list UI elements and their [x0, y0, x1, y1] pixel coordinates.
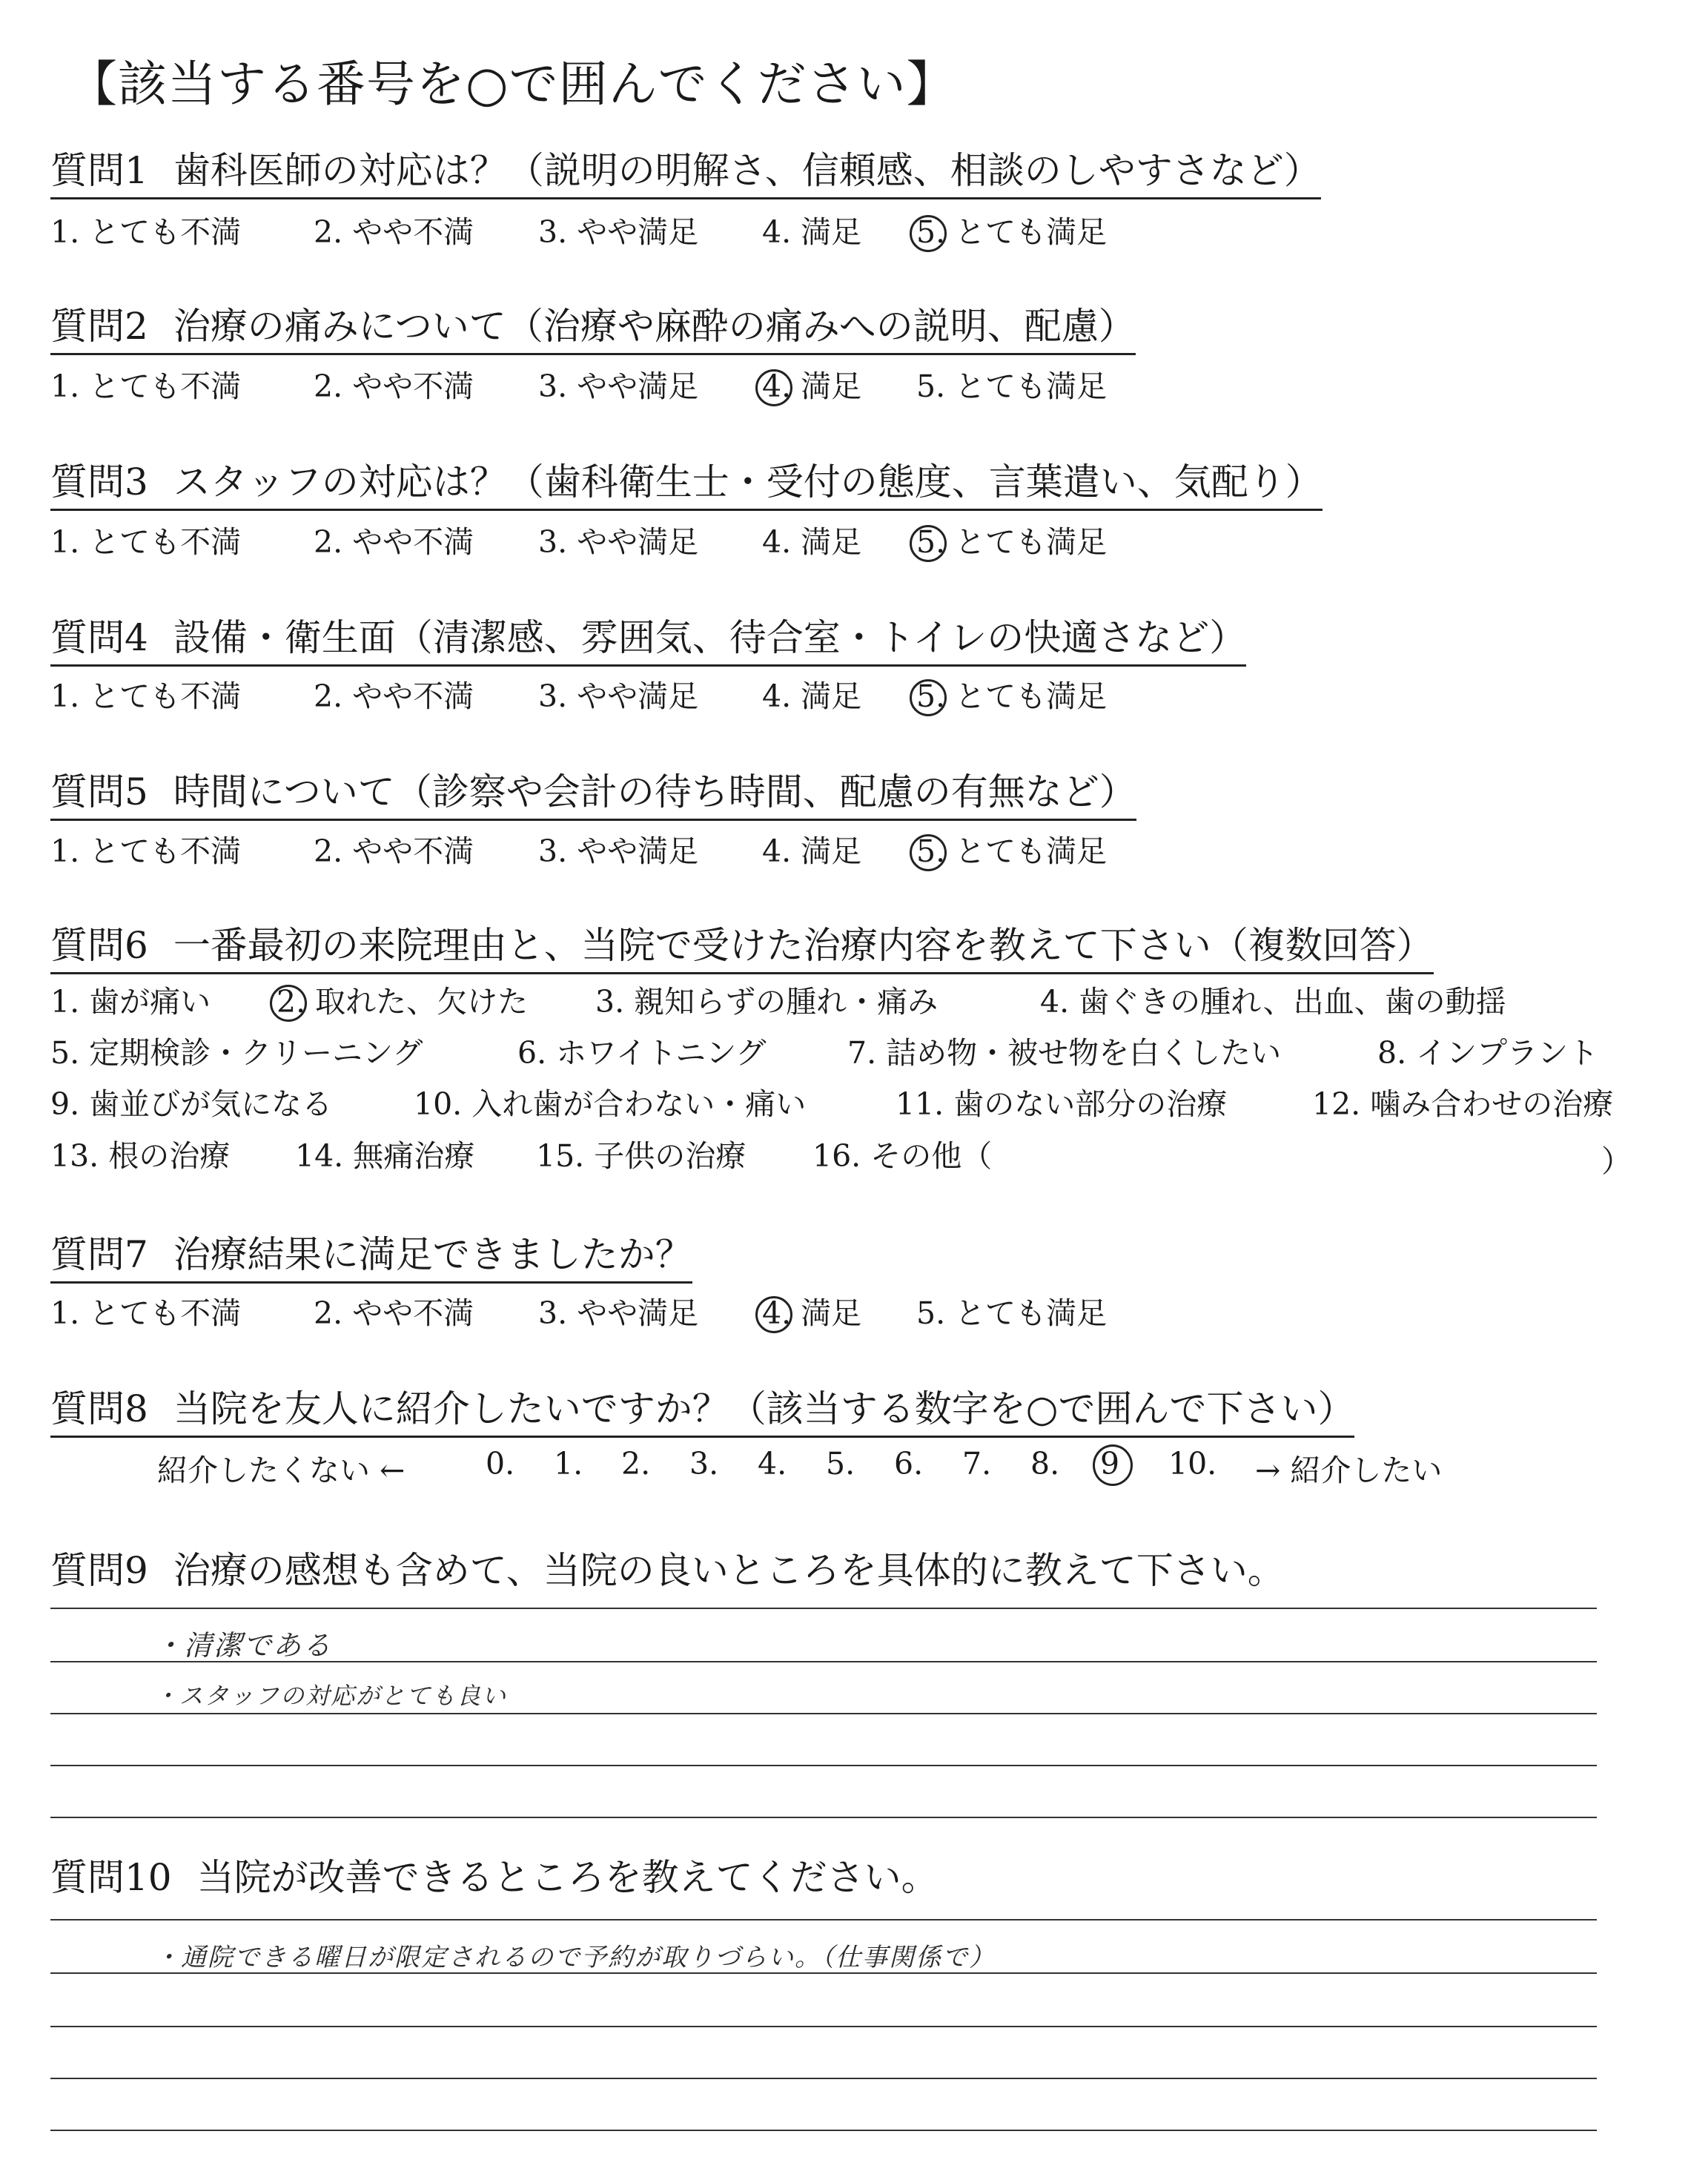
q9-answer-line-4: [50, 1765, 1597, 1766]
question-3-number: 質問3: [50, 460, 148, 503]
q8-scale-6[interactable]: 6.: [894, 1446, 924, 1482]
q8-scale-8[interactable]: 8.: [1030, 1446, 1060, 1482]
q7-option-1[interactable]: 1. とても不満: [50, 1295, 242, 1331]
question-1-title: [50, 148, 1321, 199]
question-4-title: [50, 615, 1246, 667]
q3-option-4[interactable]: 4. 満足: [762, 524, 862, 560]
q7-option-4[interactable]: 4. 満足: [762, 1295, 862, 1331]
question-10-number: 質問10: [50, 1856, 172, 1899]
question-9-number: 質問9: [50, 1549, 148, 1592]
question-7-text: 治療結果に満足できましたか？: [173, 1233, 692, 1276]
q1-option-2[interactable]: 2. やや不満: [314, 214, 474, 250]
q10-answer-line-1: [50, 1919, 1597, 1920]
q9-answer-line-3: [50, 1713, 1597, 1714]
q9-answer-line-5: [50, 1817, 1597, 1818]
question-8-text: 当院を友人に紹介したいですか？（該当する数字を○で囲んで下さい）: [173, 1387, 1355, 1430]
q6-option-7[interactable]: 7. 詰め物・被せ物を白くしたい: [847, 1035, 1282, 1071]
question-8-scale: [0, 1446, 1708, 1490]
q8-scale-7[interactable]: 7.: [962, 1446, 992, 1482]
q10-handwritten-answer-1: ・通院できる曜日が限定されるので予約が取りづらい。（仕事関係で）: [154, 1943, 996, 1972]
q10-answer-line-4: [50, 2078, 1597, 2079]
q4-option-2[interactable]: 2. やや不満: [314, 678, 474, 714]
question-5-title: [50, 770, 1136, 821]
question-5-number: 質問5: [50, 770, 148, 813]
q9-handwritten-answer-1: ・清潔である: [154, 1629, 333, 1662]
question-3-title: [50, 460, 1323, 511]
q7-option-3[interactable]: 3. やや満足: [538, 1295, 699, 1331]
q1-option-5[interactable]: 5. とても満足: [916, 214, 1108, 250]
question-8-title: [50, 1387, 1354, 1438]
q6-option-15[interactable]: 15. 子供の治療: [536, 1138, 747, 1174]
question-6-number: 質問6: [50, 924, 148, 967]
q6-option-10[interactable]: 10. 入れ歯が合わない・痛い: [414, 1086, 807, 1122]
q2-option-5[interactable]: 5. とても満足: [916, 369, 1108, 404]
question-7-title: [50, 1232, 692, 1284]
q6-option-3[interactable]: 3. 親知らずの腫れ・痛み: [595, 984, 939, 1020]
question-2-title: [50, 304, 1136, 355]
q4-option-3[interactable]: 3. やや満足: [538, 678, 699, 714]
q10-answer-line-5: [50, 2130, 1597, 2131]
question-6-text: 一番最初の来院理由と、当院で受けた治療内容を教えて下さい（複数回答）: [173, 924, 1434, 967]
q3-option-1[interactable]: 1. とても不満: [50, 524, 242, 560]
q6-option-6[interactable]: 6. ホワイトニング: [517, 1035, 767, 1071]
q1-option-1[interactable]: 1. とても不満: [50, 214, 242, 250]
q6-option-9[interactable]: 9. 歯並びが気になる: [50, 1086, 333, 1122]
q2-option-1[interactable]: 1. とても不満: [50, 369, 242, 404]
q8-left-label: 紹介したくない ←: [157, 1453, 406, 1488]
q6-option-1[interactable]: 1. 歯が痛い: [50, 984, 211, 1020]
q6-option-11[interactable]: 11. 歯のない部分の治療: [896, 1086, 1228, 1122]
q6-other-paren-close: ）: [1601, 1143, 1632, 1179]
question-9-title: [50, 1548, 1285, 1597]
q1-option-3[interactable]: 3. やや満足: [538, 214, 699, 250]
q7-option-5[interactable]: 5. とても満足: [916, 1295, 1108, 1331]
q3-option-3[interactable]: 3. やや満足: [538, 524, 699, 560]
q8-scale-9[interactable]: 9: [1100, 1446, 1120, 1482]
q8-scale-2[interactable]: 2.: [621, 1446, 651, 1482]
q2-option-2[interactable]: 2. やや不満: [314, 369, 474, 404]
q3-option-2[interactable]: 2. やや不満: [314, 524, 474, 560]
q9-handwritten-answer-2: ・スタッフの対応がとても良い: [154, 1682, 508, 1710]
q5-option-3[interactable]: 3. やや満足: [538, 833, 699, 869]
question-4-text: 設備・衛生面（清潔感、雰囲気、待合室・トイレの快適さなど）: [173, 616, 1247, 659]
q3-option-5[interactable]: 5. とても満足: [916, 524, 1108, 560]
question-7-number: 質問7: [50, 1233, 148, 1276]
q8-scale-10[interactable]: 10.: [1168, 1446, 1217, 1482]
question-10-text: 当院が改善できるところを教えてください。: [196, 1856, 939, 1899]
q4-option-4[interactable]: 4. 満足: [762, 678, 862, 714]
q9-answer-line-1: [50, 1608, 1597, 1609]
q8-scale-1[interactable]: 1.: [554, 1446, 583, 1482]
q10-answer-line-3: [50, 2026, 1597, 2027]
question-3-text: スタッフの対応は？（歯科衛生士・受付の態度、言葉遣い、気配り）: [173, 460, 1323, 503]
page-heading: 【該当する番号を○で囲んでください】: [68, 56, 956, 113]
q6-option-8[interactable]: 8. インプラント: [1377, 1035, 1599, 1071]
q2-option-3[interactable]: 3. やや満足: [538, 369, 699, 404]
question-2-number: 質問2: [50, 305, 148, 348]
question-2-text: 治療の痛みについて（治療や麻酔の痛みへの説明、配慮）: [173, 305, 1136, 348]
q2-option-4[interactable]: 4. 満足: [762, 369, 862, 404]
q5-option-2[interactable]: 2. やや不満: [314, 833, 474, 869]
q5-option-5[interactable]: 5. とても満足: [916, 833, 1108, 869]
question-5-text: 時間について（診察や会計の待ち時間、配慮の有無など）: [173, 770, 1136, 813]
question-10-title: [50, 1855, 939, 1904]
question-6-title: [50, 923, 1434, 974]
q6-option-4[interactable]: 4. 歯ぐきの腫れ、出血、歯の動揺: [1040, 984, 1506, 1020]
q4-option-5[interactable]: 5. とても満足: [916, 678, 1108, 714]
q5-option-4[interactable]: 4. 満足: [762, 833, 862, 869]
q7-option-2[interactable]: 2. やや不満: [314, 1295, 474, 1331]
q6-option-12[interactable]: 12. 噛み合わせの治療: [1312, 1086, 1614, 1122]
q6-option-16[interactable]: 16. その他（: [812, 1138, 993, 1174]
q8-scale-4[interactable]: 4.: [758, 1446, 787, 1482]
q6-option-2[interactable]: 2. 取れた、欠けた: [277, 984, 529, 1020]
question-9-text: 治療の感想も含めて、当院の良いところを具体的に教えて下さい。: [173, 1549, 1285, 1592]
q6-option-5[interactable]: 5. 定期検診・クリーニング: [50, 1035, 423, 1071]
question-8-number: 質問8: [50, 1387, 148, 1430]
q8-right-label: → 紹介したい: [1255, 1453, 1443, 1488]
q4-option-1[interactable]: 1. とても不満: [50, 678, 242, 714]
q8-scale-0[interactable]: 0.: [486, 1446, 515, 1482]
question-4-number: 質問4: [50, 616, 148, 659]
question-1-number: 質問1: [50, 149, 148, 192]
q8-scale-3[interactable]: 3.: [689, 1446, 719, 1482]
q8-scale-5[interactable]: 5.: [826, 1446, 855, 1482]
q5-option-1[interactable]: 1. とても不満: [50, 833, 242, 869]
q1-option-4[interactable]: 4. 満足: [762, 214, 862, 250]
question-1-text: 歯科医師の対応は？（説明の明解さ、信頼感、相談のしやすさなど）: [173, 149, 1321, 192]
q6-option-13[interactable]: 13. 根の治療: [50, 1138, 231, 1174]
q6-option-14[interactable]: 14. 無痛治療: [295, 1138, 475, 1174]
